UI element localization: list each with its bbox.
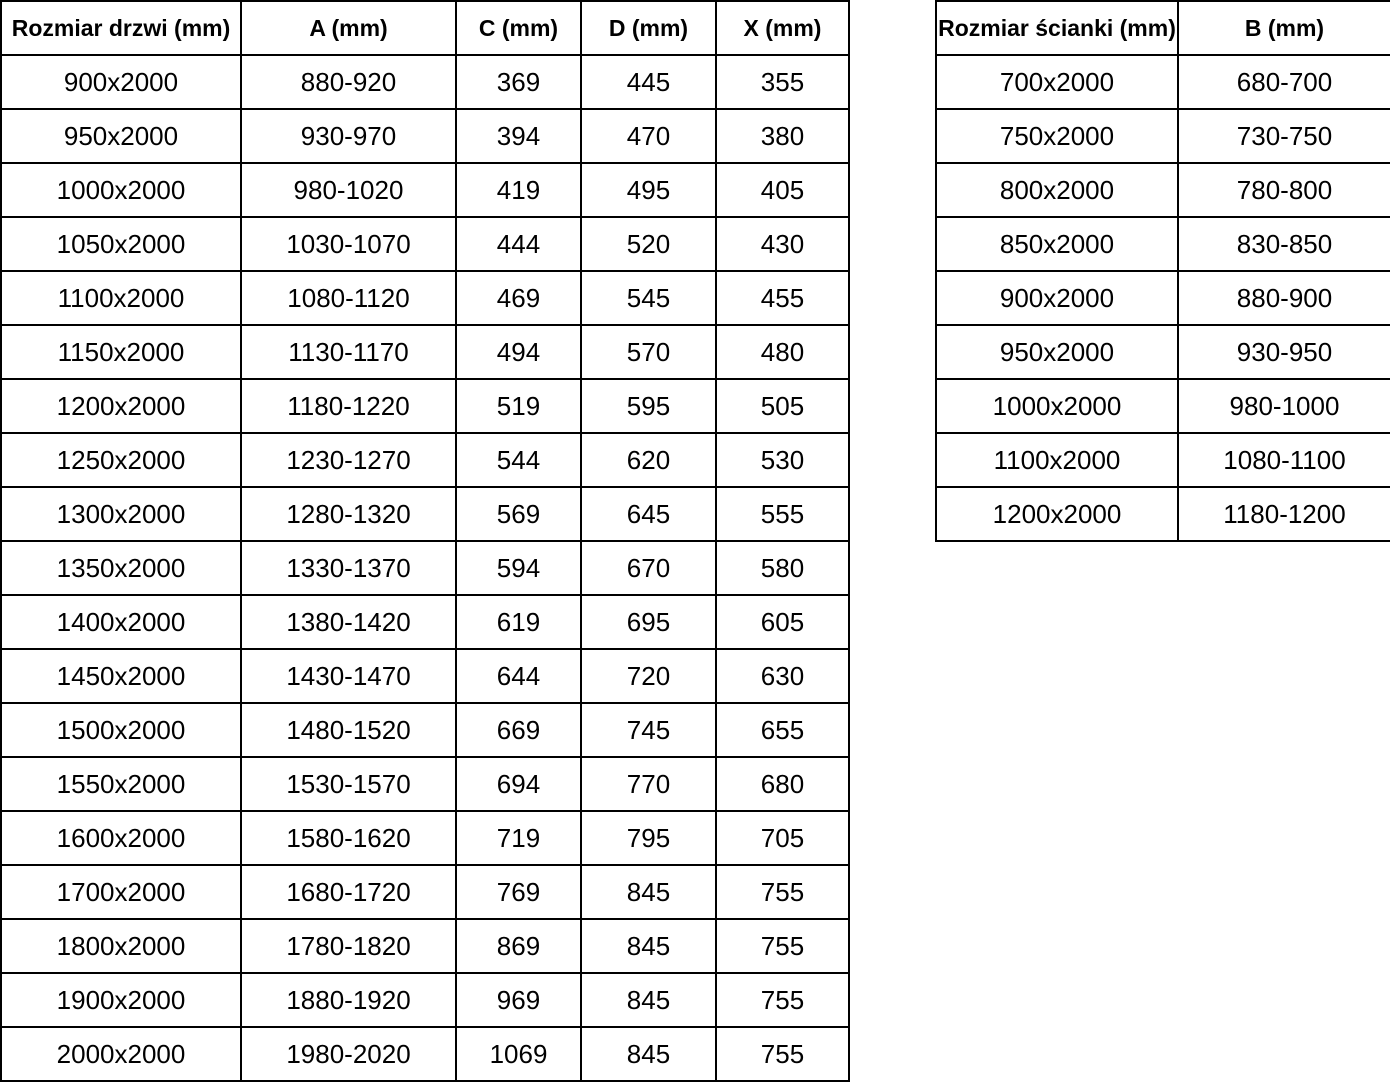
table-cell: 430 — [716, 217, 849, 271]
table-cell: 830-850 — [1178, 217, 1390, 271]
table-cell: 845 — [581, 1027, 716, 1081]
table-cell: 845 — [581, 919, 716, 973]
table-cell: 880-920 — [241, 55, 456, 109]
table-row — [1, 55, 849, 109]
table-cell: 745 — [581, 703, 716, 757]
table-cell: 1480-1520 — [241, 703, 456, 757]
table-row — [1, 163, 849, 217]
table-cell: 694 — [456, 757, 581, 811]
table-cell: 519 — [456, 379, 581, 433]
table-cell: 1180-1200 — [1178, 487, 1390, 541]
table-row — [936, 217, 1390, 271]
table-cell: 730-750 — [1178, 109, 1390, 163]
table-row — [1, 433, 849, 487]
table-row — [936, 163, 1390, 217]
table-row — [1, 379, 849, 433]
table-cell: 750x2000 — [936, 109, 1178, 163]
table-cell: 950x2000 — [936, 325, 1178, 379]
table-cell: 770 — [581, 757, 716, 811]
table-cell: 755 — [716, 1027, 849, 1081]
table-cell: 1300x2000 — [1, 487, 241, 541]
table-cell: 1250x2000 — [1, 433, 241, 487]
table-cell: 555 — [716, 487, 849, 541]
table-cell: 880-900 — [1178, 271, 1390, 325]
table-cell: 1550x2000 — [1, 757, 241, 811]
table-cell: 469 — [456, 271, 581, 325]
table-row — [1, 1027, 849, 1081]
table-cell: 850x2000 — [936, 217, 1178, 271]
table-row — [1, 973, 849, 1027]
table-cell: 594 — [456, 541, 581, 595]
table-cell: 1030-1070 — [241, 217, 456, 271]
table-cell: 480 — [716, 325, 849, 379]
table-cell: 1400x2000 — [1, 595, 241, 649]
table-cell: 419 — [456, 163, 581, 217]
table-cell: 1100x2000 — [1, 271, 241, 325]
table-cell: 495 — [581, 163, 716, 217]
table-cell: 1680-1720 — [241, 865, 456, 919]
table-cell: 755 — [716, 919, 849, 973]
table-cell: 470 — [581, 109, 716, 163]
table-row — [936, 55, 1390, 109]
table-row — [1, 325, 849, 379]
table-cell: 494 — [456, 325, 581, 379]
table-cell: 1330-1370 — [241, 541, 456, 595]
table-cell: 930-950 — [1178, 325, 1390, 379]
table-cell: 705 — [716, 811, 849, 865]
table-cell: 655 — [716, 703, 849, 757]
table-cell: 1430-1470 — [241, 649, 456, 703]
column-header-c: C (mm) — [456, 1, 581, 55]
table-cell: 630 — [716, 649, 849, 703]
table-cell: 1200x2000 — [936, 487, 1178, 541]
table-cell: 595 — [581, 379, 716, 433]
table-cell: 680-700 — [1178, 55, 1390, 109]
table-cell: 669 — [456, 703, 581, 757]
table-row — [936, 271, 1390, 325]
table-cell: 769 — [456, 865, 581, 919]
table-cell: 569 — [456, 487, 581, 541]
table-cell: 444 — [456, 217, 581, 271]
table-header-row — [1, 1, 849, 55]
table-row — [1, 109, 849, 163]
table-cell: 1580-1620 — [241, 811, 456, 865]
table-cell: 1200x2000 — [1, 379, 241, 433]
table-row — [1, 271, 849, 325]
table-cell: 900x2000 — [1, 55, 241, 109]
table-cell: 900x2000 — [936, 271, 1178, 325]
table-header-row — [936, 1, 1390, 55]
table-row — [1, 865, 849, 919]
table-row — [1, 919, 849, 973]
table-row — [936, 379, 1390, 433]
table-cell: 530 — [716, 433, 849, 487]
table-cell: 670 — [581, 541, 716, 595]
table-cell: 520 — [581, 217, 716, 271]
table-cell: 695 — [581, 595, 716, 649]
table-cell: 1700x2000 — [1, 865, 241, 919]
wall-panel-size-table — [935, 0, 1390, 542]
table-cell: 380 — [716, 109, 849, 163]
table-cell: 1350x2000 — [1, 541, 241, 595]
table-cell: 355 — [716, 55, 849, 109]
table-cell: 369 — [456, 55, 581, 109]
table-cell: 2000x2000 — [1, 1027, 241, 1081]
table-row — [936, 433, 1390, 487]
table-cell: 845 — [581, 973, 716, 1027]
table-cell: 719 — [456, 811, 581, 865]
column-header-rozmiar-scianki: Rozmiar ścianki (mm) — [936, 1, 1178, 55]
table-cell: 1800x2000 — [1, 919, 241, 973]
table-cell: 545 — [581, 271, 716, 325]
table-cell: 544 — [456, 433, 581, 487]
table-cell: 1530-1570 — [241, 757, 456, 811]
table-cell: 1900x2000 — [1, 973, 241, 1027]
table-cell: 845 — [581, 865, 716, 919]
table-cell: 445 — [581, 55, 716, 109]
table-cell: 394 — [456, 109, 581, 163]
column-header-rozmiar-drzwi: Rozmiar drzwi (mm) — [1, 1, 241, 55]
table-row — [1, 541, 849, 595]
column-header-a: A (mm) — [241, 1, 456, 55]
table-cell: 1080-1100 — [1178, 433, 1390, 487]
table-cell: 1100x2000 — [936, 433, 1178, 487]
table-cell: 580 — [716, 541, 849, 595]
table-cell: 1000x2000 — [936, 379, 1178, 433]
table-cell: 1980-2020 — [241, 1027, 456, 1081]
table-row — [936, 325, 1390, 379]
table-cell: 969 — [456, 973, 581, 1027]
table-cell: 505 — [716, 379, 849, 433]
table-cell: 605 — [716, 595, 849, 649]
column-header-x: X (mm) — [716, 1, 849, 55]
table-cell: 930-970 — [241, 109, 456, 163]
table-cell: 1780-1820 — [241, 919, 456, 973]
table-cell: 680 — [716, 757, 849, 811]
table-cell: 1080-1120 — [241, 271, 456, 325]
column-header-b: B (mm) — [1178, 1, 1390, 55]
table-cell: 980-1000 — [1178, 379, 1390, 433]
table-cell: 619 — [456, 595, 581, 649]
table-cell: 1280-1320 — [241, 487, 456, 541]
table-row — [1, 649, 849, 703]
table-cell: 1130-1170 — [241, 325, 456, 379]
table-cell: 1880-1920 — [241, 973, 456, 1027]
table-cell: 980-1020 — [241, 163, 456, 217]
table-cell: 700x2000 — [936, 55, 1178, 109]
table-cell: 1380-1420 — [241, 595, 456, 649]
column-header-d: D (mm) — [581, 1, 716, 55]
table-cell: 800x2000 — [936, 163, 1178, 217]
table-row — [1, 757, 849, 811]
table-row — [1, 703, 849, 757]
table-row — [936, 487, 1390, 541]
table-cell: 755 — [716, 973, 849, 1027]
table-cell: 1230-1270 — [241, 433, 456, 487]
table-cell: 869 — [456, 919, 581, 973]
table-cell: 755 — [716, 865, 849, 919]
table-cell: 795 — [581, 811, 716, 865]
table-cell: 1000x2000 — [1, 163, 241, 217]
table-cell: 620 — [581, 433, 716, 487]
table-cell: 1180-1220 — [241, 379, 456, 433]
table-cell: 780-800 — [1178, 163, 1390, 217]
table-cell: 720 — [581, 649, 716, 703]
table-row — [936, 109, 1390, 163]
table-cell: 950x2000 — [1, 109, 241, 163]
table-cell: 1450x2000 — [1, 649, 241, 703]
table-cell: 1069 — [456, 1027, 581, 1081]
table-cell: 1500x2000 — [1, 703, 241, 757]
table-cell: 1150x2000 — [1, 325, 241, 379]
table-row — [1, 217, 849, 271]
table-cell: 644 — [456, 649, 581, 703]
table-row — [1, 487, 849, 541]
table-cell: 570 — [581, 325, 716, 379]
table-row — [1, 811, 849, 865]
table-cell: 455 — [716, 271, 849, 325]
table-row — [1, 595, 849, 649]
table-cell: 645 — [581, 487, 716, 541]
table-cell: 1050x2000 — [1, 217, 241, 271]
table-cell: 405 — [716, 163, 849, 217]
table-cell: 1600x2000 — [1, 811, 241, 865]
